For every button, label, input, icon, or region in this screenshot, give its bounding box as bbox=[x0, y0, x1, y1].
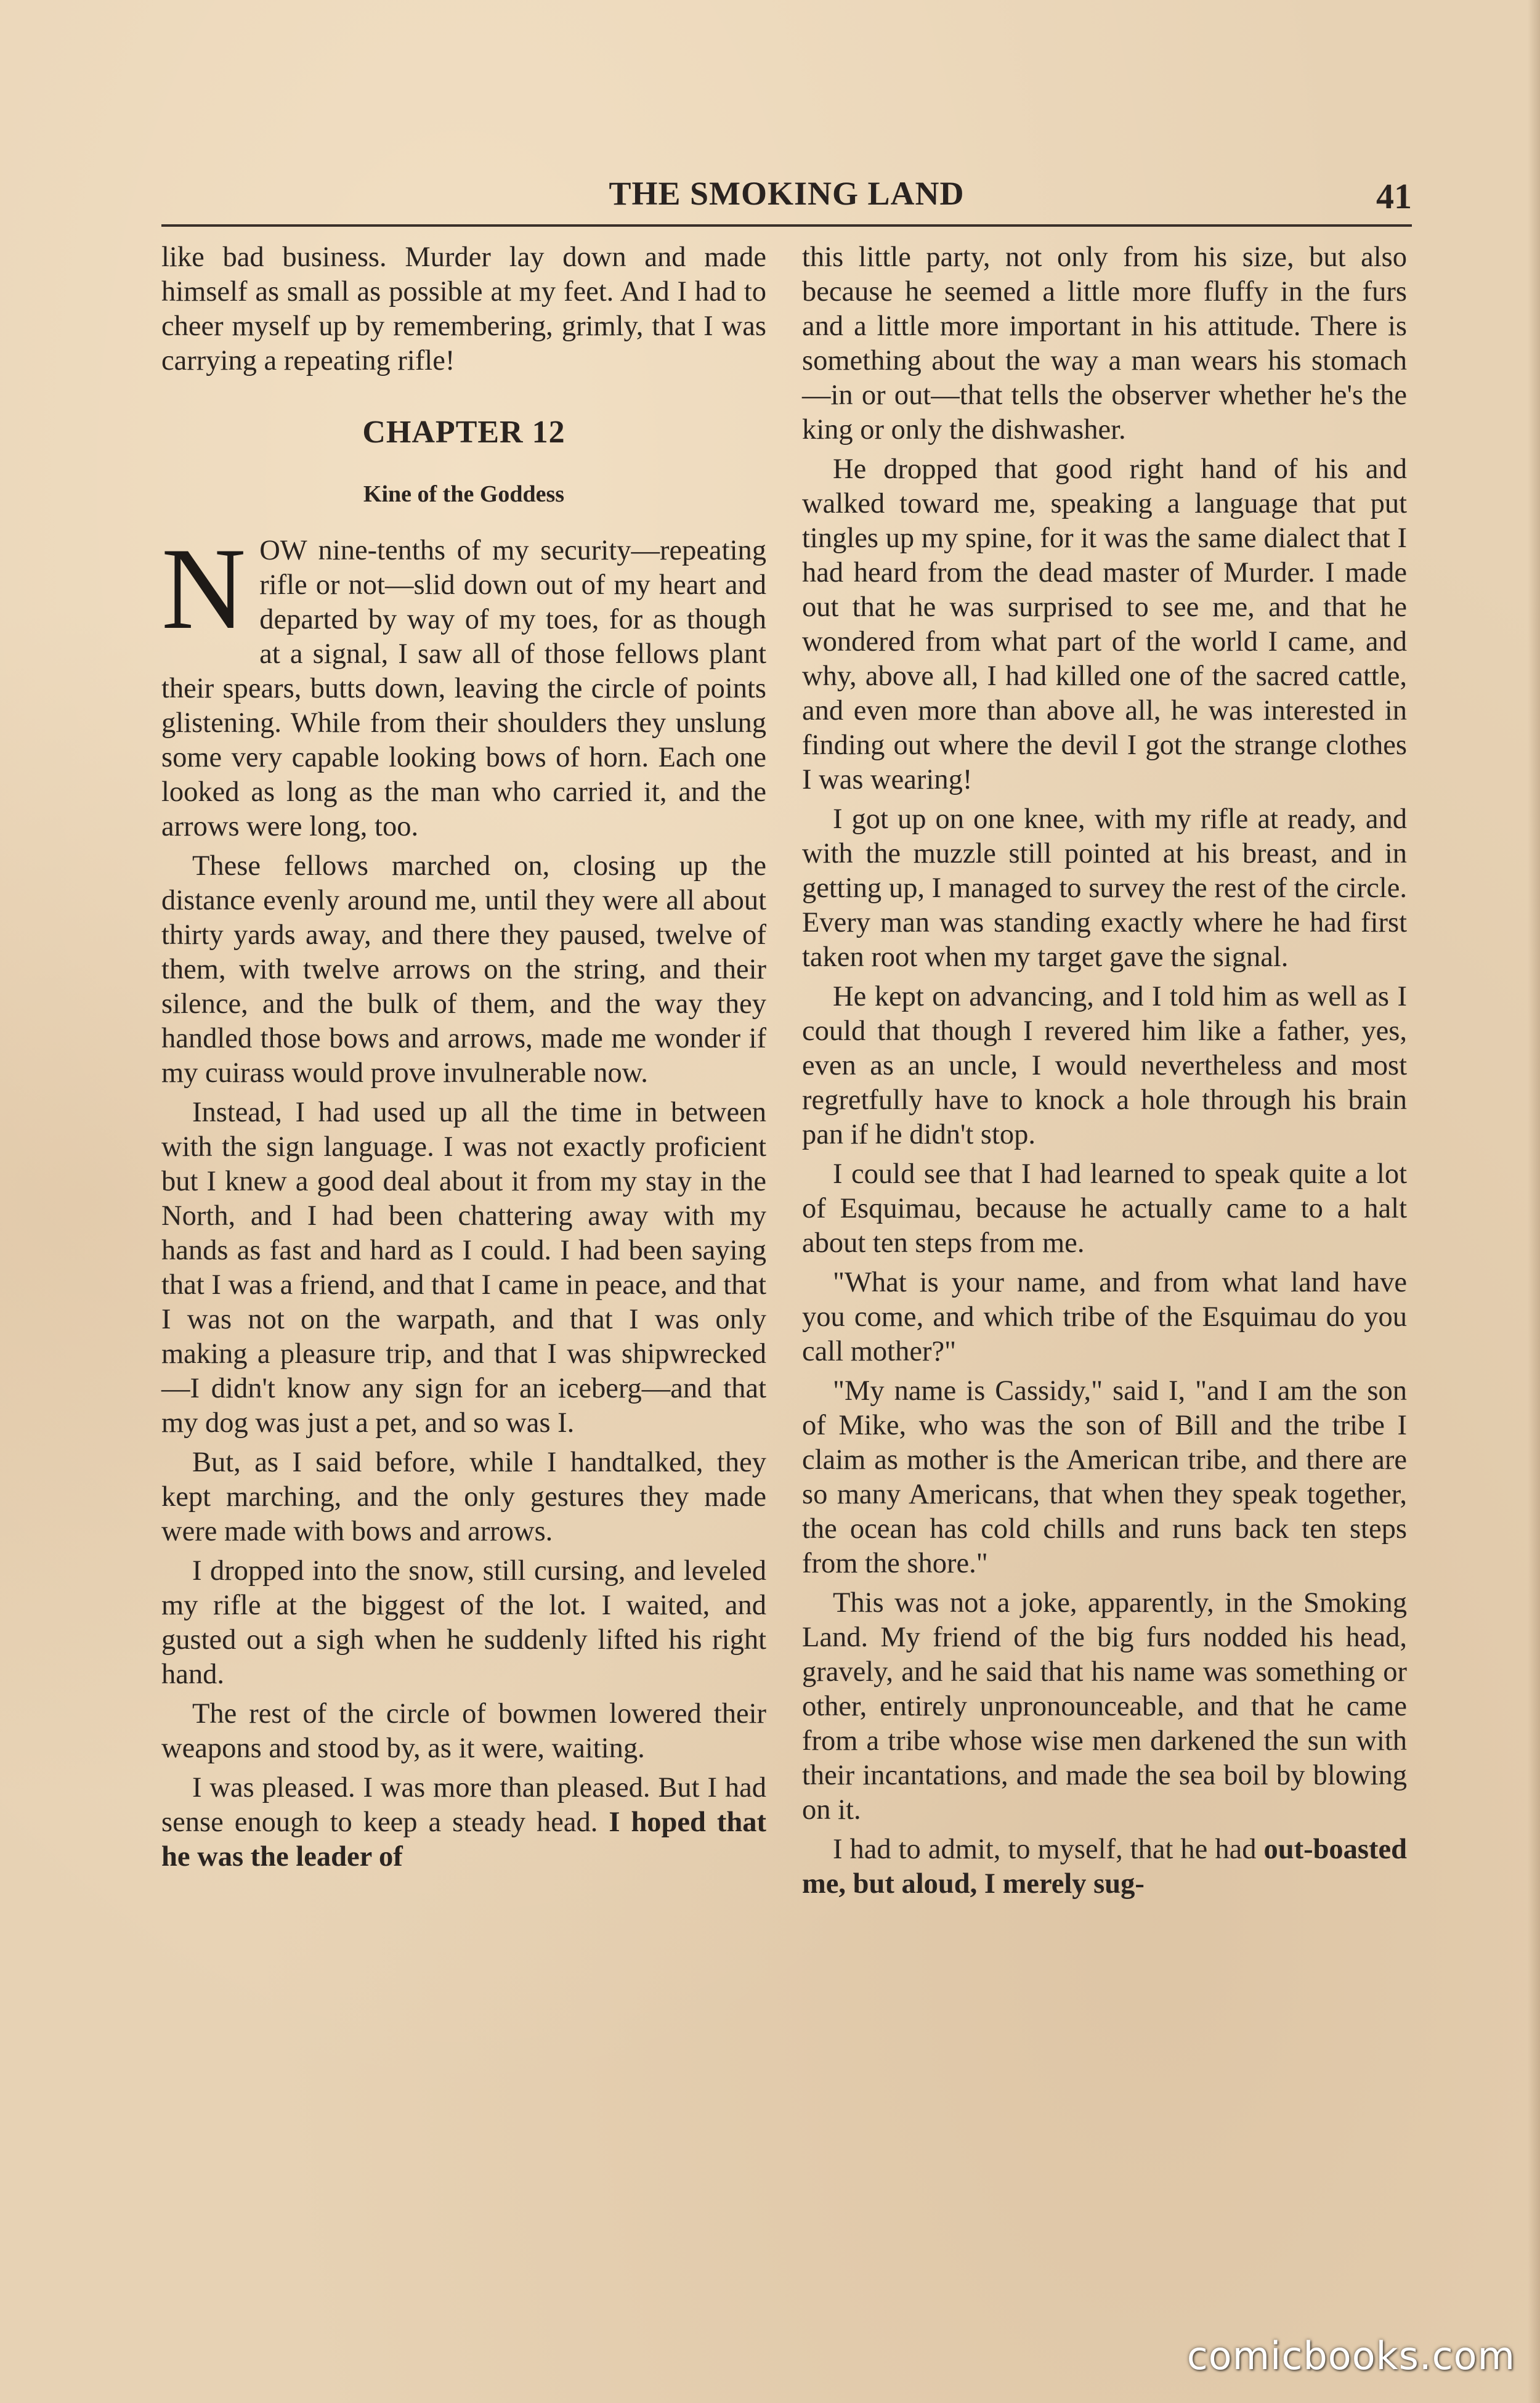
drop-cap: N bbox=[161, 524, 246, 654]
paragraph: like bad business. Murder lay down and made himself as small as possible at my feet. And I had to cheer myself up by remembering, grimly, that I was carrying a repeating rifle! bbox=[161, 242, 766, 376]
header-rule bbox=[161, 224, 1412, 227]
paragraph: He kept on advancing, and I told him as well as I could that though I revered him like a father, yes, even as an uncle, I would nevertheless and most regretfully have to knock a hole through his brain pan if he didn't stop. bbox=[802, 981, 1407, 1150]
paragraph: This was not a joke, apparently, in the Smoking Land. My friend of the big furs nodded his head, gravely, and he said that his name was something or other, entirely unpronounceable, and that he came from a tribe whose wise men darkened the sun with their incantations, and made the sea boil by blowing on it. bbox=[802, 1587, 1407, 1826]
paragraph: These fellows marched on, closing up the distance evenly around me, until they were all about thirty yards away, and there they paused, twelve of them, with twelve arrows on the string, and their silence, and the bulk of them, and the way they handled those bows and arrows, made me wonder if my cuirass would prove invulnerable now. bbox=[161, 850, 766, 1089]
paragraph: The rest of the circle of bowmen lowered their weapons and stood by, as it were, waiting. bbox=[161, 1698, 766, 1764]
paragraph-text-bold: out-boasted me, but aloud, I merely sug- bbox=[802, 1834, 1408, 1900]
paragraph-text: I was pleased. I was more than pleased. But I had sense enough to keep a steady head. bbox=[161, 1772, 766, 1838]
paragraph bbox=[802, 1832, 1407, 1901]
page-edge-shadow bbox=[1528, 0, 1540, 2403]
opening-paragraph-text: OW nine-tenths of my security—repeating rifle or not—slid down out of my heart and departed by way of my toes, for as though at a signal, I saw all of those fellows plant their spears, butts down, leaving the circle of points glistening. While from their shoulders they unslung some very capable looking bows of horn. Each one looked as long as the man who carried it, and the arrows were long, too. bbox=[161, 535, 766, 842]
paragraph: I got up on one knee, with my rifle at ready, and with the muzzle still pointed at his breast, and in getting up, I managed to survey the rest of the circle. Every man was standing exactly where he had first taken root when my target gave the signal. bbox=[802, 803, 1407, 973]
paragraph: I dropped into the snow, still cursing, and leveled my rifle at the biggest of the lot. I waited, and gusted out a sigh when he suddenly lifted his right hand. bbox=[161, 1555, 766, 1690]
running-title: THE SMOKING LAND bbox=[609, 175, 965, 212]
page-header bbox=[161, 174, 1412, 218]
paragraph: "What is your name, and from what land have you come, and which tribe of the Esquimau do you call mother?" bbox=[802, 1267, 1407, 1367]
paragraph: "My name is Cassidy," said I, "and I am the son of Mike, who was the son of Bill and the tribe I claim as mother is the American tribe, and there are so many Americans, that when they speak together, the ocean has cold chills and runs back ten steps from the shore." bbox=[802, 1375, 1407, 1579]
paragraph: Instead, I had used up all the time in between with the sign language. I was not exactly proficient but I knew a good deal about it from my stay in the North, and I had been chattering away with my hands as fast and hard as I could. I had been saying that I was a friend, and that I came in peace, and that I was not on the warpath, and that I was only making a pleasure trip, and that I was shipwrecked—I didn't know any sign for an iceberg—and that my dog was just a pet, and so was I. bbox=[161, 1097, 766, 1439]
paragraph: I could see that I had learned to speak quite a lot of Esquimau, because he actually came to a halt about ten steps from me. bbox=[802, 1158, 1407, 1259]
paragraph-text-bold: I hoped that he was the leader of bbox=[161, 1807, 766, 1872]
watermark: comicbooks.com bbox=[1186, 2333, 1515, 2378]
chapter-subtitle: Kine of the Goddess bbox=[363, 481, 565, 507]
paragraph: He dropped that good right hand of his and walked toward me, speaking a language that put tingles up my spine, for it was the same dialect that I had heard from the dead master of Murder. I made out that he was surprised to see me, and that he wondered from what part of the world I came, and why, above all, I had killed one of the sacred cattle, and even more than above all, he was interested in finding out where the devil I got the strange clothes I was wearing! bbox=[802, 453, 1407, 795]
opening-paragraph bbox=[161, 524, 766, 844]
paragraph: But, as I said before, while I handtalked, they kept marching, and the only gestures they made were made with bows and arrows. bbox=[161, 1447, 766, 1547]
page-number: 41 bbox=[1376, 176, 1412, 216]
right-column bbox=[802, 240, 1407, 1906]
paragraph-text: I had to admit, to myself, that he had bbox=[833, 1834, 1257, 1865]
paragraph: this little party, not only from his size, but also because he seemed a little more fluffy in the furs and a little more important in his attitude. There is something about the way a man wears his stomach—in or out—that tells the observer whether he's the king or only the dishwasher. bbox=[802, 242, 1407, 445]
left-column bbox=[161, 240, 766, 1879]
paragraph bbox=[161, 1771, 766, 1874]
chapter-title: CHAPTER 12 bbox=[362, 415, 565, 450]
